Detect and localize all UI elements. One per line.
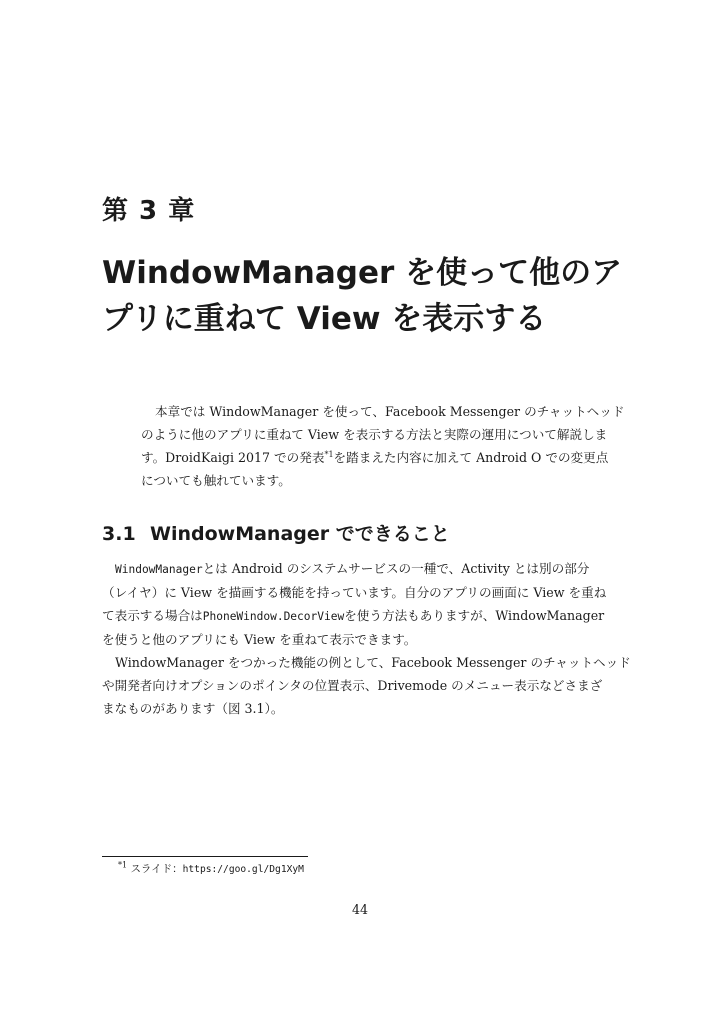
footnote: [118, 861, 304, 876]
chapter-title-line-2: プリに重ねて View を表示する: [102, 301, 547, 337]
footnote-divider: [102, 856, 308, 857]
section-heading: [102, 519, 450, 546]
section-body: [102, 557, 631, 720]
body-line: [102, 557, 622, 581]
body-line: [102, 604, 622, 628]
body-text: とは Android のシステムサービスの一種で、Activity とは別の部分: [202, 561, 590, 576]
footnote-marker: *1: [118, 860, 128, 870]
section-number: 3.1: [102, 523, 136, 545]
body-line: や開発者向けオプションのポインタの位置表示、Drivemode のメニュー表示などさまざ: [102, 678, 603, 693]
body-text: て表示する場合は: [102, 608, 203, 623]
footnote-reference[interactable]: *1: [324, 449, 334, 459]
abstract-line: [141, 446, 621, 469]
body-line: まなものがあります（図 3.1）。: [102, 701, 284, 716]
section-title: WindowManager でできること: [150, 523, 450, 545]
footnote-link[interactable]: https://goo.gl/Dg1XyM: [182, 864, 304, 875]
body-text: を使う方法もありますが、WindowManager: [344, 608, 605, 623]
abstract-line: 本章では WindowManager を使って、Facebook Messenger のチャットヘッド: [155, 404, 625, 419]
chapter-title-line-1: WindowManager を使って他のア: [102, 255, 623, 291]
body-line: （レイヤ）に View を描画する機能を持っています。自分のアプリの画面に View を重ね: [102, 585, 607, 600]
abstract-text: を踏まえた内容に加えて Android O での変更点: [333, 450, 609, 465]
footnote-label: スライド：: [130, 863, 183, 875]
chapter-label: 第 3 章: [102, 196, 196, 226]
body-line: を使うと他のアプリにも View を重ねて表示できます。: [102, 632, 417, 647]
inline-code: WindowManager: [115, 563, 203, 576]
page-number: 44: [351, 902, 369, 917]
abstract-line: のように他のアプリに重ねて View を表示する方法と実際の運用について解説しま: [141, 427, 608, 442]
chapter-title: [102, 250, 622, 342]
abstract-text: す。DroidKaigi 2017 での発表: [141, 450, 325, 465]
body-line: WindowManager をつかった機能の例として、Facebook Messenger のチャットヘッド: [115, 655, 631, 670]
abstract-line: についても触れています。: [141, 473, 291, 488]
inline-code: PhoneWindow.DecorView: [202, 610, 345, 623]
chapter-abstract: [141, 400, 625, 492]
